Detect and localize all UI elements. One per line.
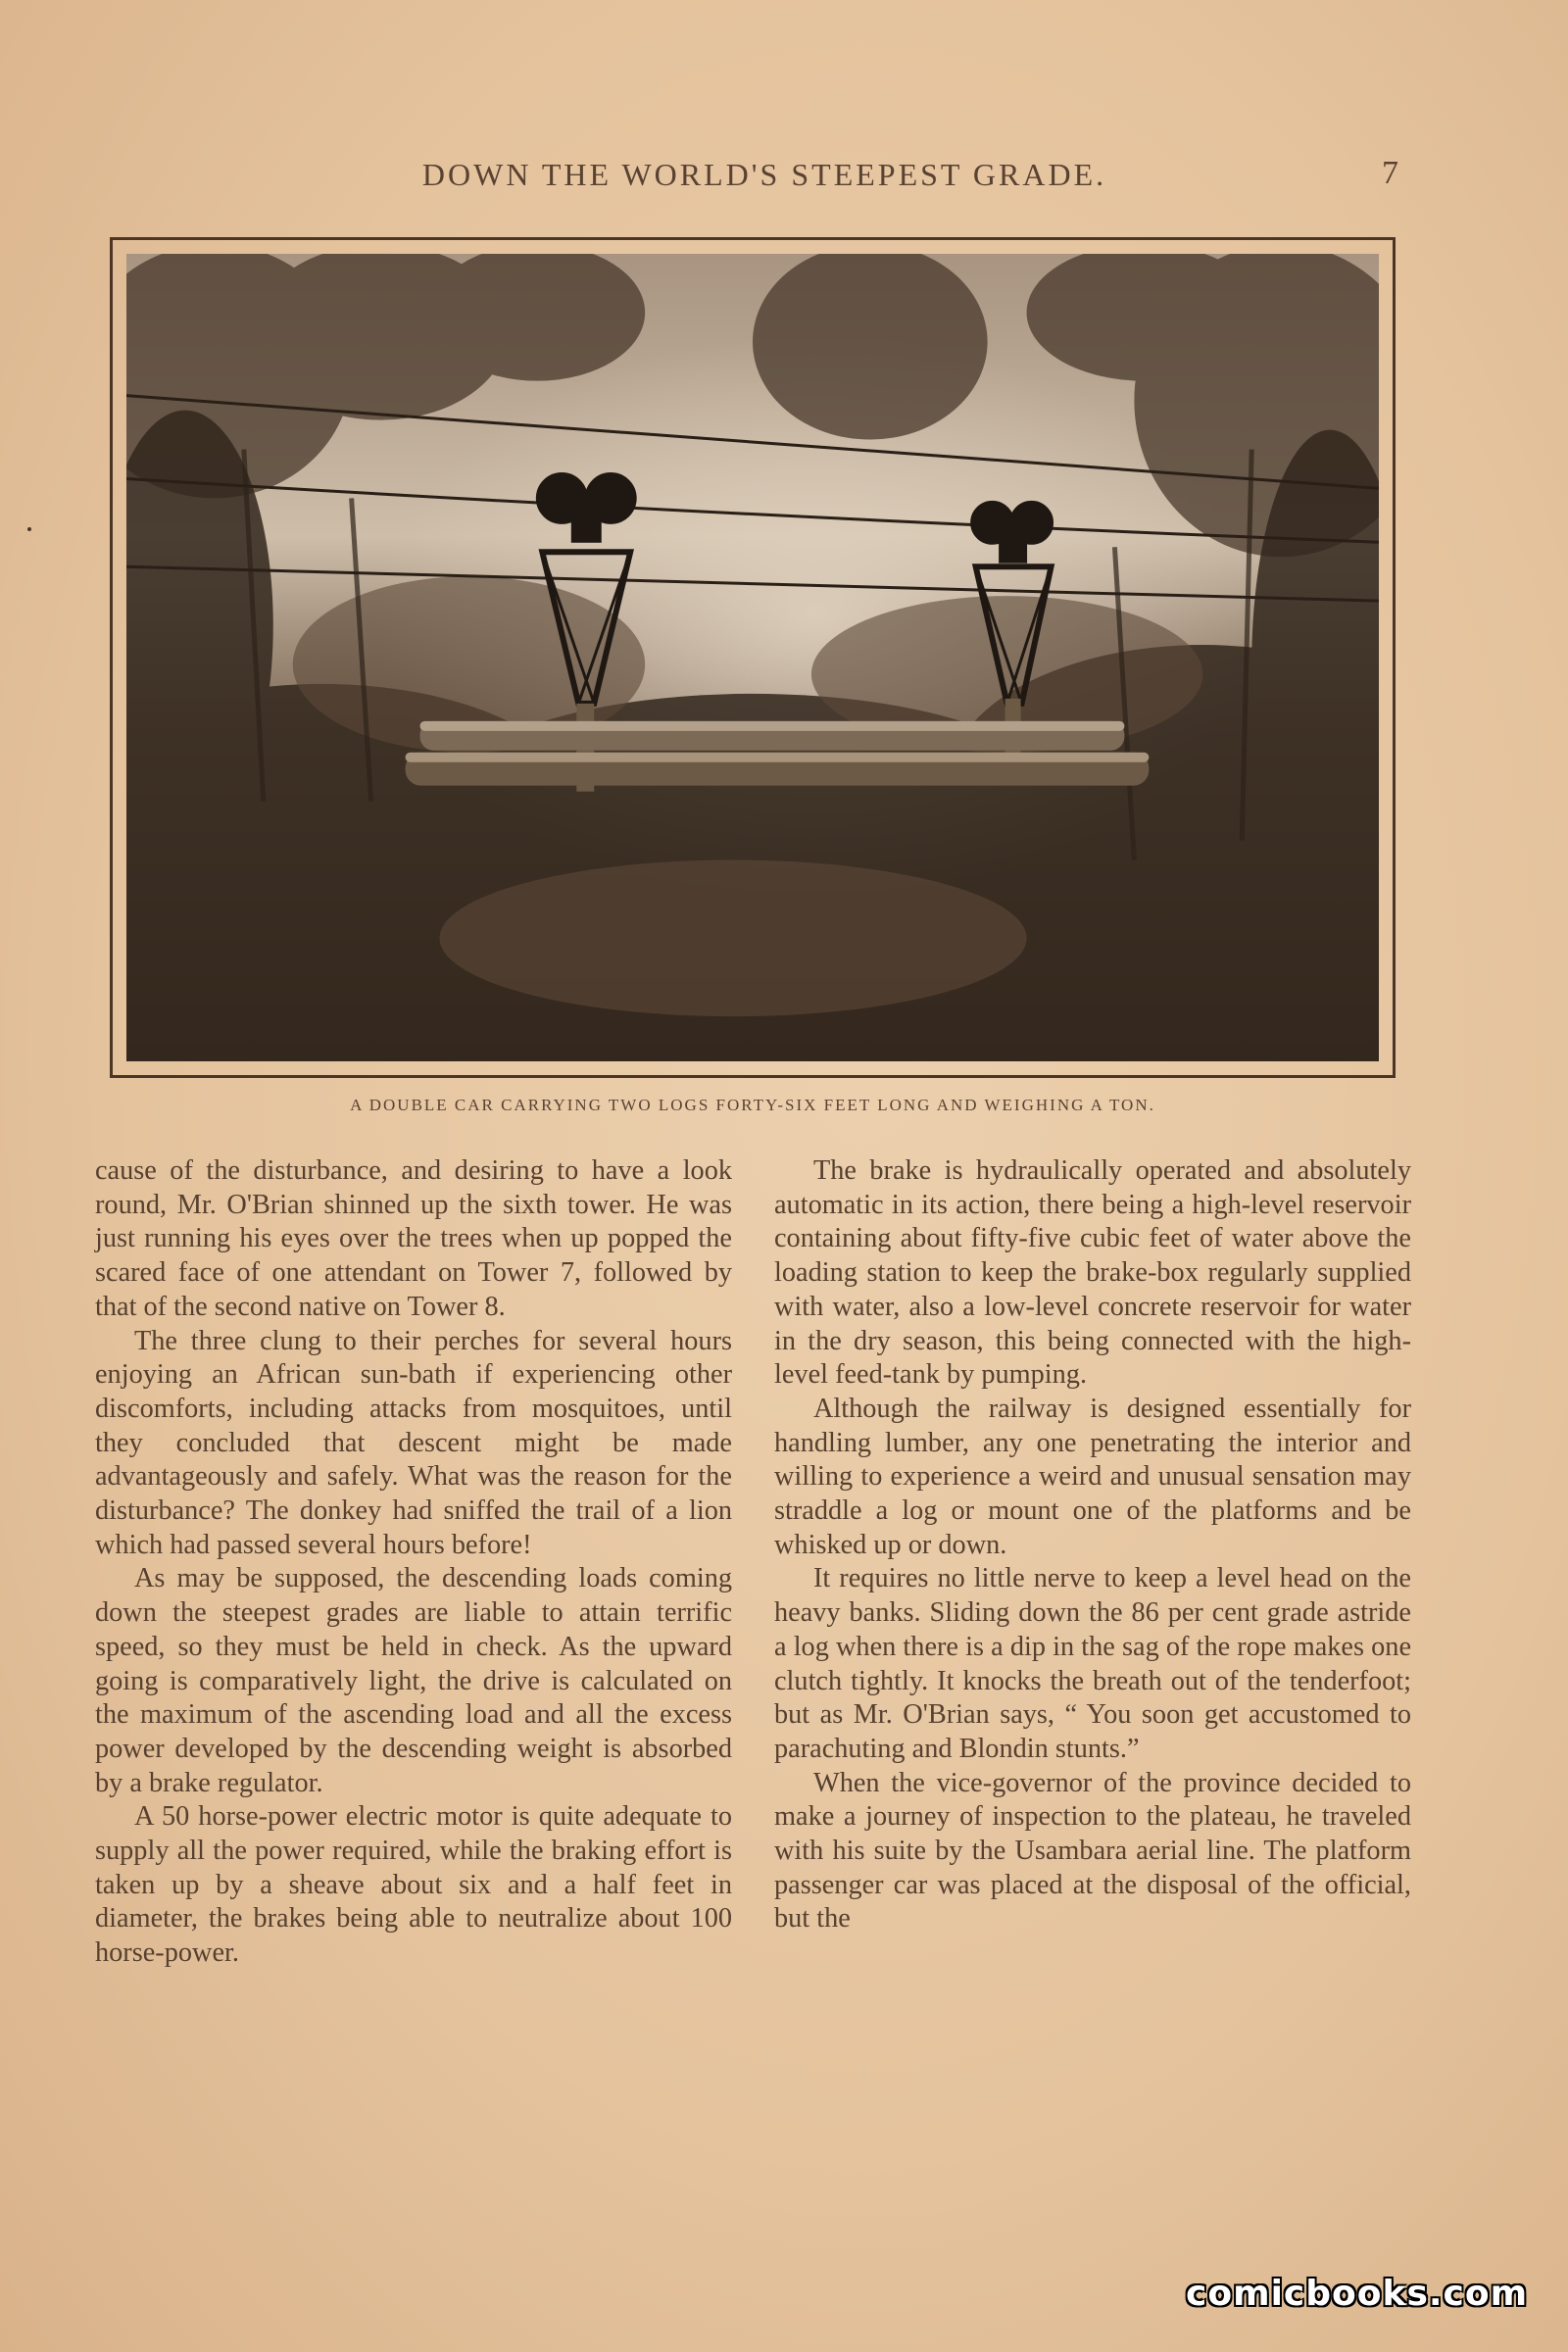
photograph-aerial-logs [126, 254, 1379, 1061]
paragraph: cause of the disturbance, and desiring to have a look round, Mr. O'Brian shinned up the sixth tower. He was just running his eyes over the trees when up popped the scared face of one attendant on Tower 7, followed by that of the second native on Tower 8. [95, 1155, 732, 1322]
paragraph: A 50 horse-power electric motor is quite adequate to supply all the power required, while the braking effort is taken up by a sheave about six and a half feet in diameter, the brakes being able to neutralize about 100 horse-power. [95, 1801, 732, 1969]
paragraph: The brake is hydraulically operated and absolutely automatic in its action, there being a high-level reservoir containing about fifty-five cubic feet of water above the loading station to keep the brake-box regularly supplied with water, also a low-level concrete reservoir for water in the dry season, this being connected with the high-level feed-tank by pumping. [774, 1155, 1411, 1391]
paragraph: Although the railway is designed essentially for handling lumber, any one penetrating the interior and willing to experience a weird and unusual sensation may straddle a log or mount one of the platforms and be whisked up or down. [774, 1393, 1411, 1560]
ink-speck [27, 527, 31, 531]
figure-caption: A DOUBLE CAR CARRYING TWO LOGS FORTY-SIX FEET LONG AND WEIGHING A TON. [350, 1096, 1155, 1114]
paragraph: When the vice-governor of the province decided to make a journey of inspection to the plateau, he traveled with his suite by the Usambara aerial line. The platform passenger car was placed at the disposal of the official, but the [774, 1767, 1411, 1935]
page-number: 7 [1382, 155, 1398, 191]
running-title: DOWN THE WORLD'S STEEPEST GRADE. [421, 157, 1107, 192]
site-watermark: comicbooks.com [1186, 2274, 1529, 2314]
paragraph: As may be supposed, the descending loads coming down the steepest grades are liable to attain terrific speed, so they must be held in check. As the upward going is comparatively light, the drive is calculated on the maximum of the ascending load and all the excess power developed by the descending weight is absorbed by a brake regulator. [95, 1563, 732, 1798]
right-text-column [774, 1154, 1411, 1936]
paragraph: It requires no little nerve to keep a level head on the heavy banks. Sliding down the 86 per cent grade astride a log when there is a dip in the sag of the rope makes one clutch tightly. It knocks the breath out of the tenderfoot; but as Mr. O'Brian says, “ You soon get accustomed to parachuting and Blondin stunts.” [774, 1563, 1411, 1764]
paragraph: The three clung to their perches for several hours enjoying an African sun-bath if experiencing other discomforts, including attacks from mosquitoes, until they concluded that descent might be made advantageously and safely. What was the reason for the disturbance? The donkey had sniffed the trail of a lion which had passed several hours before! [95, 1325, 732, 1560]
left-text-column [95, 1154, 732, 1971]
photograph-frame [110, 237, 1396, 1078]
